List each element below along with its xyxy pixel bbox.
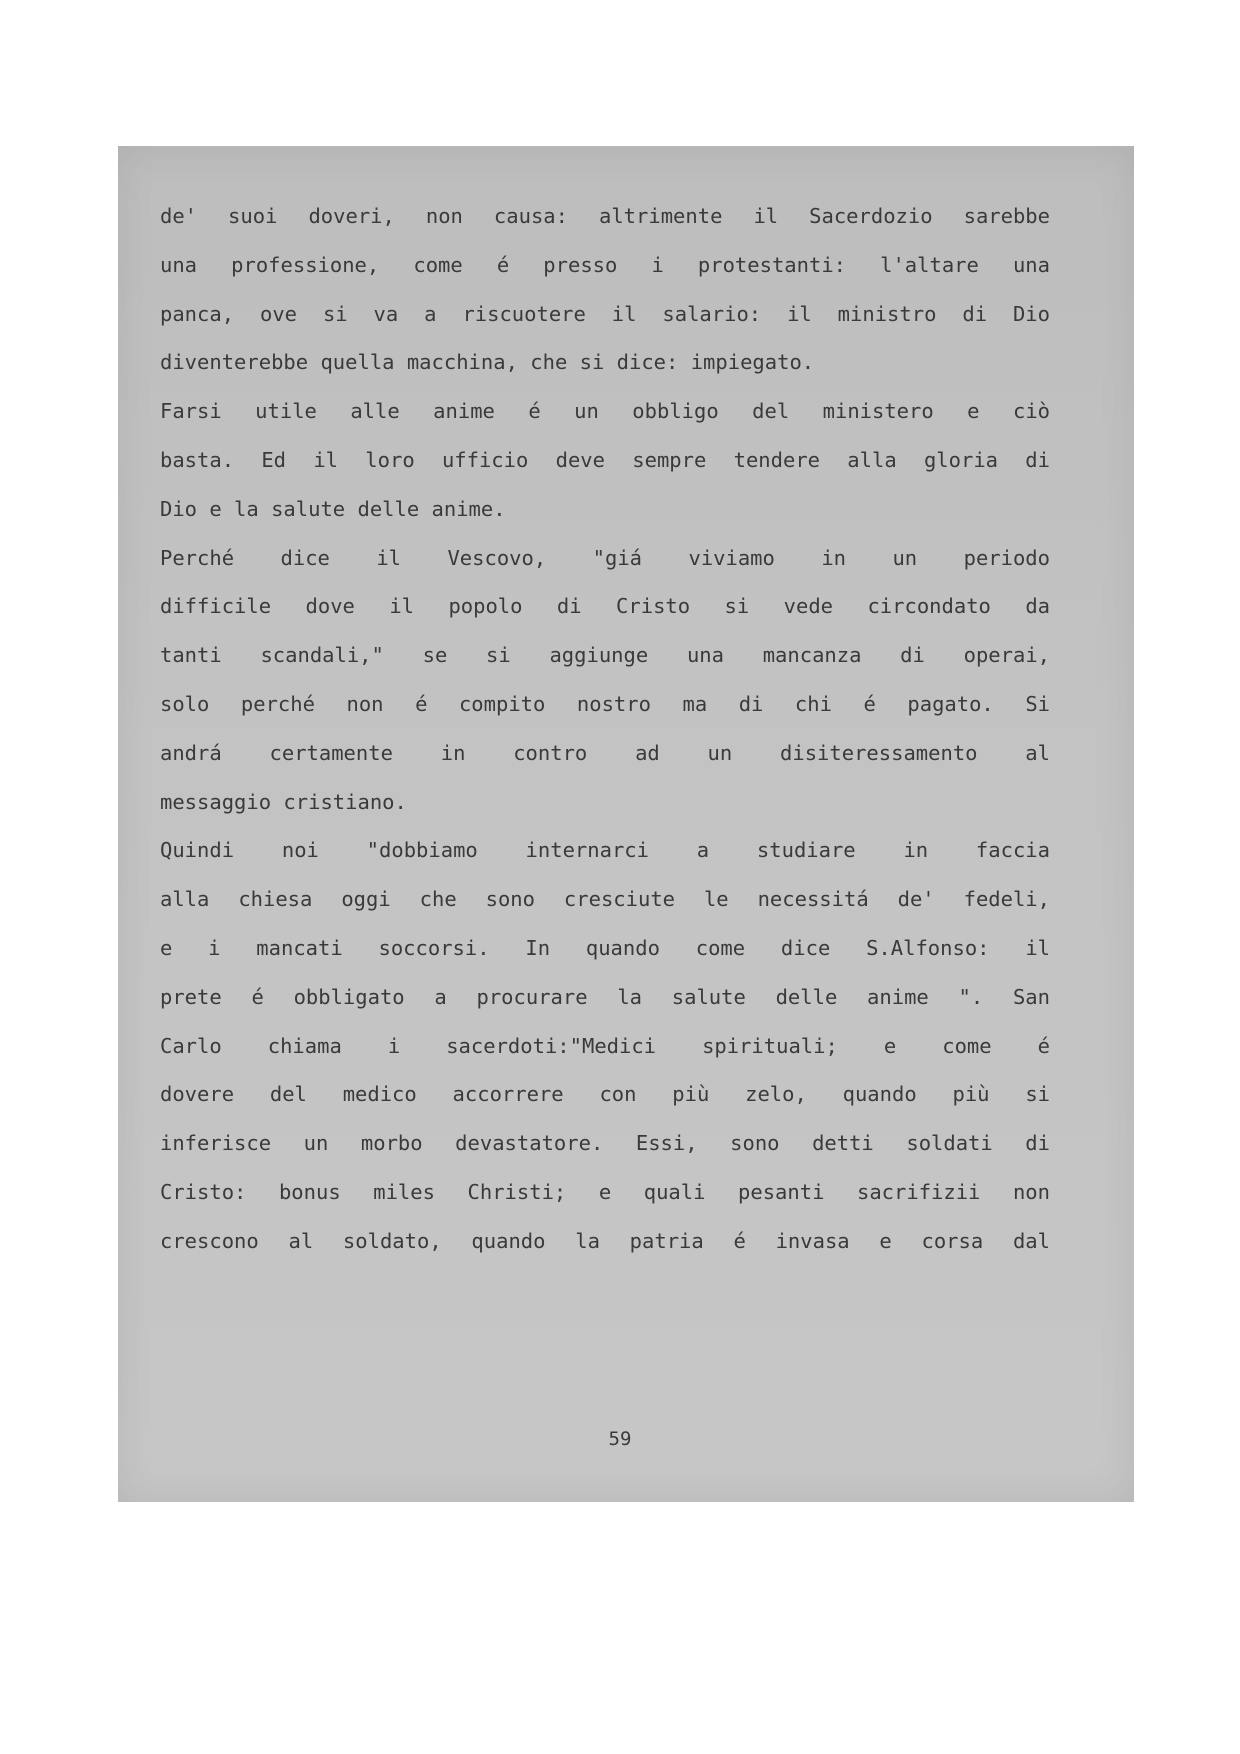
text-line: diventerebbe quella macchina, che si dice: impiegato.: [160, 350, 815, 375]
text-line: alla chiesa oggi che sono cresciute le necessitá de' fedeli,: [160, 887, 1050, 912]
text-line: solo perché non é compito nostro ma di chi é pagato. Si: [160, 691, 1050, 716]
text-line: difficile dove il popolo di Cristo si vede circondato da: [160, 594, 1050, 619]
typewritten-text-body: [160, 192, 1050, 1266]
text-line: Farsi utile alle anime é un obbligo del ministero e ciò: [160, 399, 1050, 424]
text-line: Perché dice il Vescovo, "giá viviamo in un periodo: [160, 545, 1050, 570]
text-line: crescono al soldato, quando la patria é invasa e corsa dal: [160, 1228, 1050, 1253]
text-line: Cristo: bonus miles Christi; e quali pesanti sacrifizii non: [160, 1179, 1050, 1204]
text-line: prete é obbligato a procurare la salute delle anime ". San: [160, 984, 1050, 1009]
text-line: de' suoi doveri, non causa: altrimente il Sacerdozio sarebbe: [160, 204, 1050, 228]
text-line: inferisce un morbo devastatore. Essi, sono detti soldati di: [160, 1131, 1050, 1156]
text-line: una professione, come é presso i protestanti: l'altare una: [160, 252, 1050, 277]
page-number: 59: [608, 1428, 632, 1450]
text-line: dovere del medico accorrere con più zelo, quando più si: [160, 1082, 1050, 1107]
text-line: Carlo chiama i sacerdoti:"Medici spirituali; e come é: [160, 1033, 1050, 1058]
text-line: andrá certamente in contro ad un disiteressamento al: [160, 740, 1050, 765]
text-line: Dio e la salute delle anime.: [160, 496, 506, 521]
text-line: Quindi noi "dobbiamo internarci a studiare in faccia: [160, 838, 1050, 863]
text-line: tanti scandali," se si aggiunge una mancanza di operai,: [160, 643, 1050, 668]
text-line: messaggio cristiano.: [160, 789, 407, 814]
text-line: basta. Ed il loro ufficio deve sempre tendere alla gloria di: [160, 447, 1050, 472]
text-line: panca, ove si va a riscuotere il salario: il ministro di Dio: [160, 301, 1050, 326]
text-line: e i mancati soccorsi. In quando come dice S.Alfonso: il: [160, 935, 1050, 960]
